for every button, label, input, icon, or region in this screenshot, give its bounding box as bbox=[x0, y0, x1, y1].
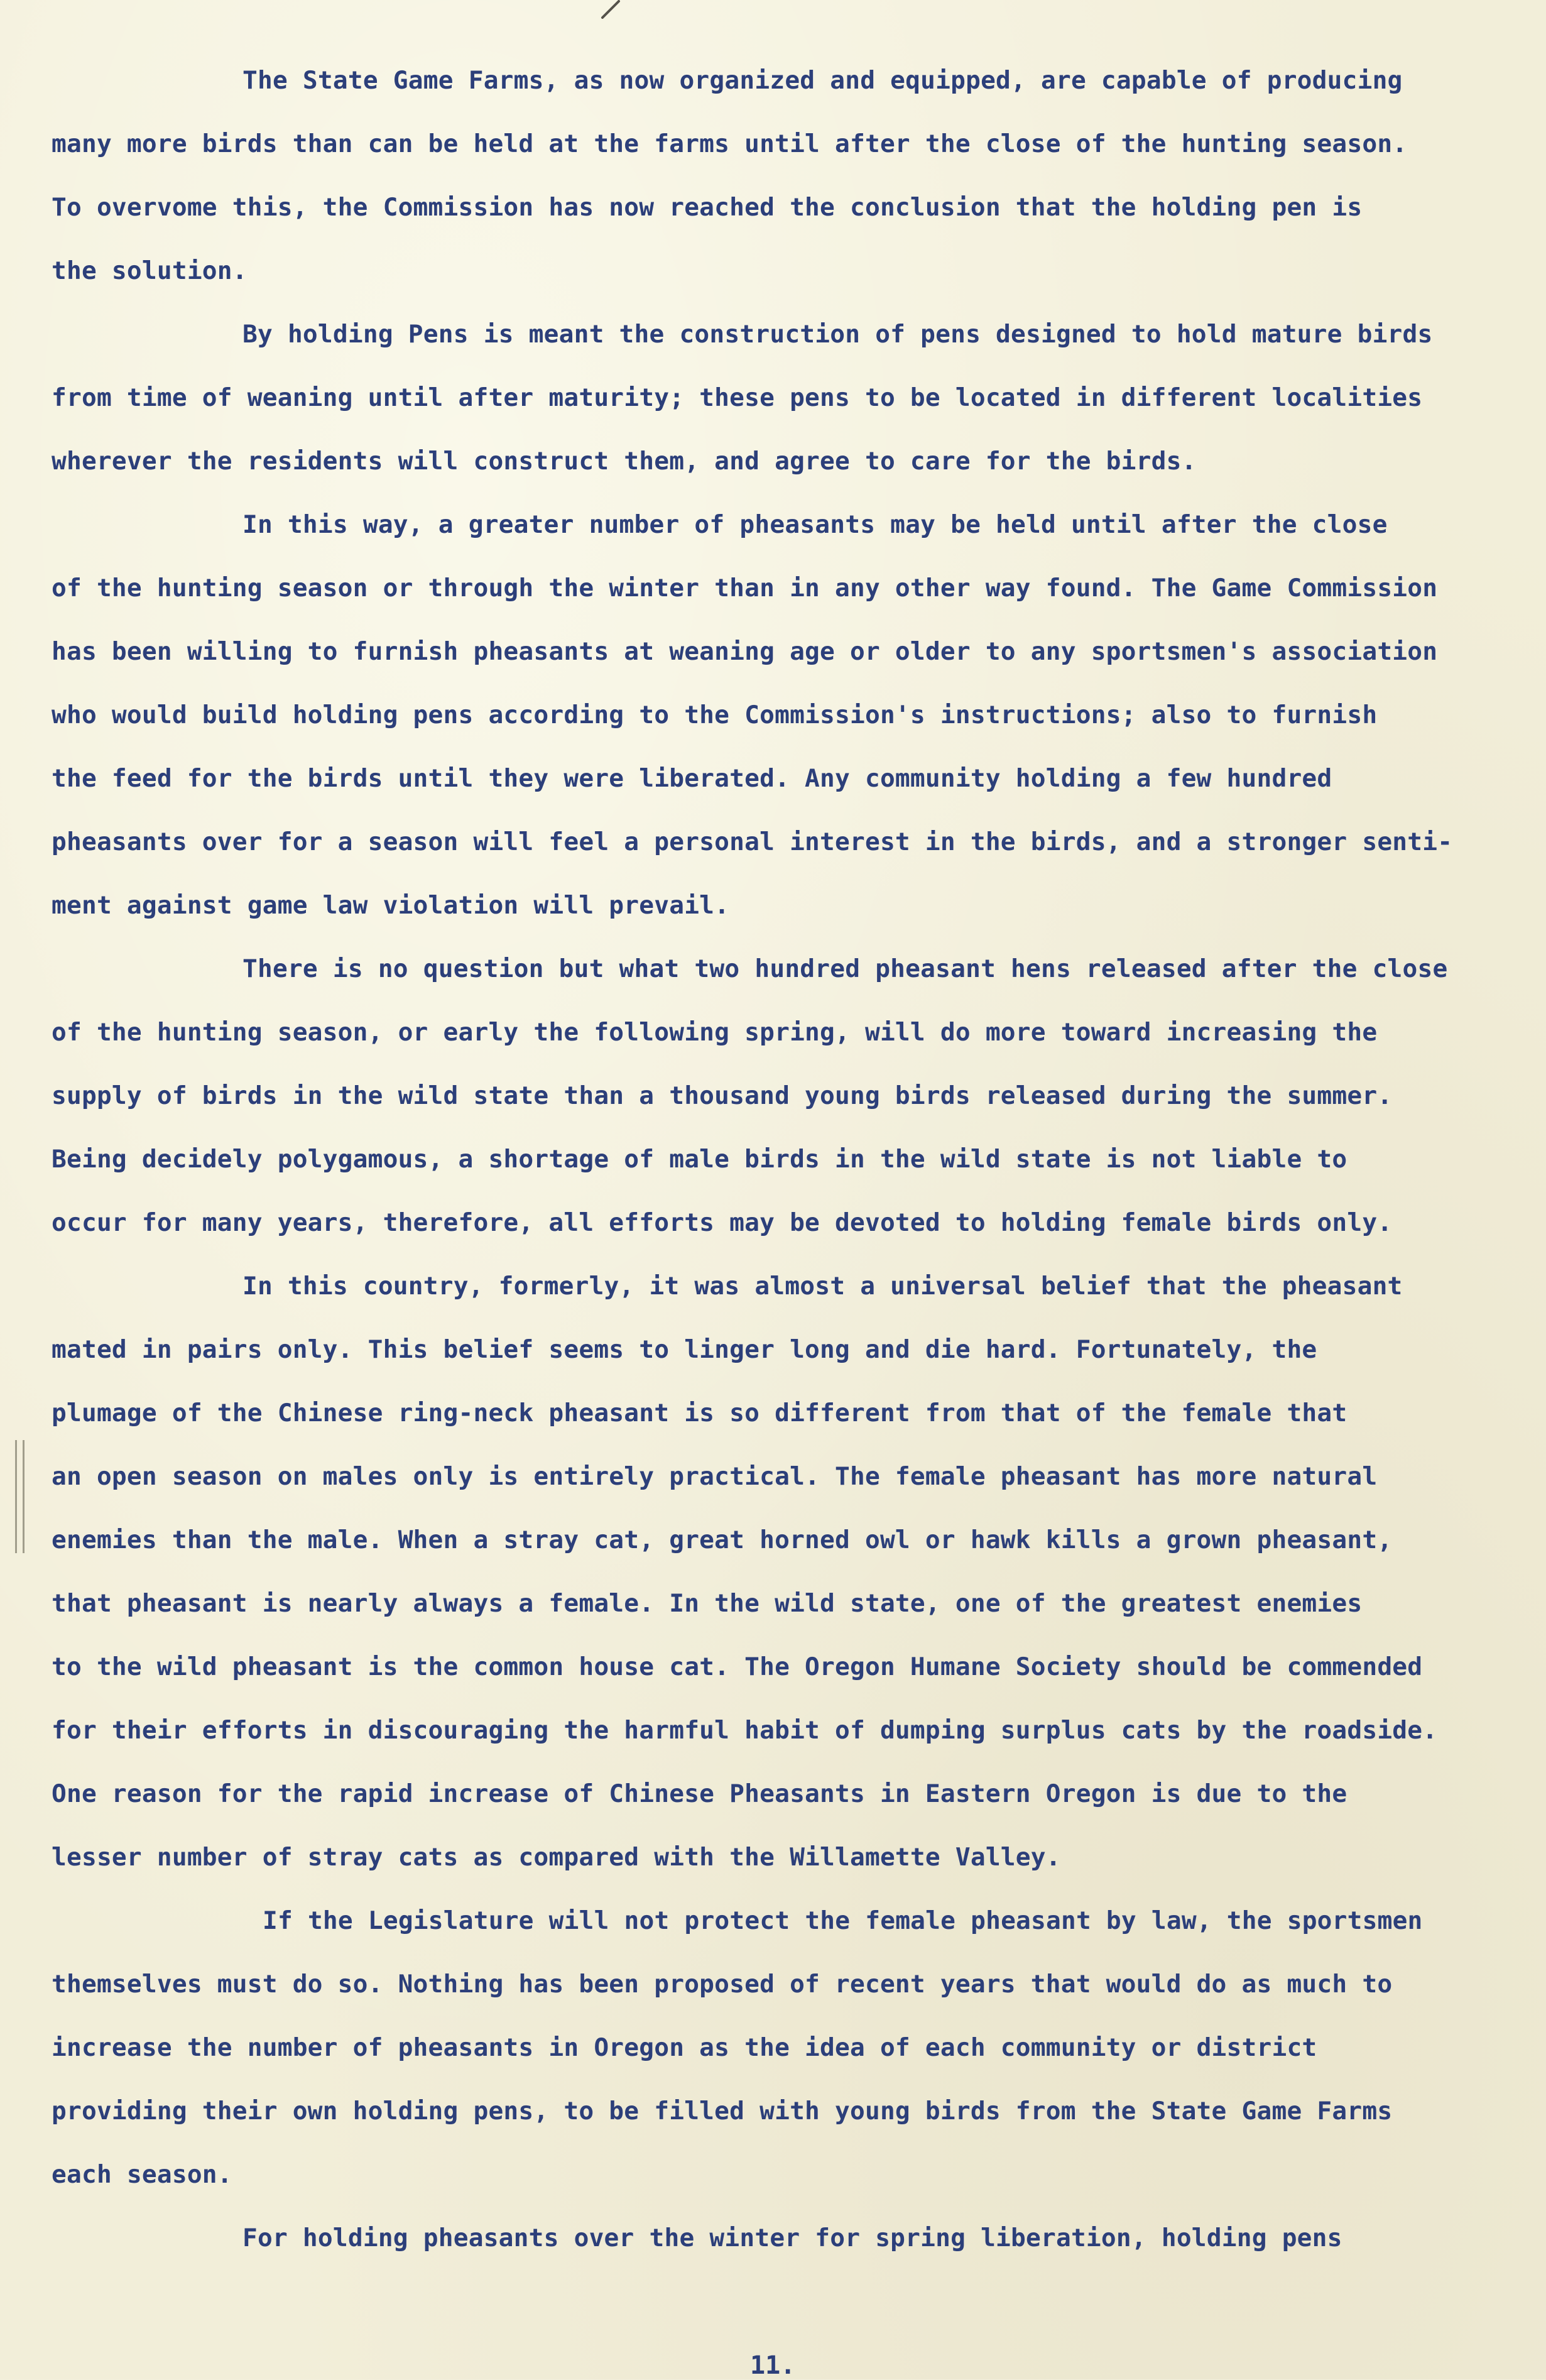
text-line: to the wild pheasant is the common house cat. The Oregon Humane Society should be commended bbox=[52, 1652, 1423, 1681]
text-line: from time of weaning until after maturity; these pens to be located in different localities bbox=[52, 383, 1423, 412]
text-line: many more birds than can be held at the farms until after the close of the hunting season. bbox=[52, 129, 1408, 158]
text-line: To overvome this, the Commission has now reached the conclusion that the holding pen is bbox=[52, 193, 1363, 222]
paragraph-5 bbox=[52, 1255, 1515, 1889]
text-line: has been willing to furnish pheasants at weaning age or older to any sportsmen's association bbox=[52, 637, 1438, 666]
text-line: providing their own holding pens, to be filled with young birds from the State Game Farms bbox=[52, 2097, 1393, 2126]
text-line: There is no question but what two hundred pheasant hens released after the close bbox=[242, 954, 1448, 983]
paragraph-6 bbox=[52, 1889, 1515, 2207]
margin-marks bbox=[14, 1440, 29, 1553]
paragraph-3 bbox=[52, 493, 1515, 937]
text-line: enemies than the male. When a stray cat, great horned owl or hawk kills a grown pheasant, bbox=[52, 1526, 1393, 1554]
page-number: 11. bbox=[750, 2351, 796, 2380]
text-line: who would build holding pens according to the Commission's instructions; also to furnish bbox=[52, 701, 1378, 729]
text-line: the solution. bbox=[52, 256, 248, 285]
paragraph-4 bbox=[52, 937, 1515, 1255]
text-line: increase the number of pheasants in Oregon as the idea of each community or district bbox=[52, 2033, 1317, 2062]
paragraph-2 bbox=[52, 303, 1515, 493]
text-line: Being decidely polygamous, a shortage of male birds in the wild state is not liable to bbox=[52, 1145, 1347, 1174]
text-line: an open season on males only is entirely practical. The female pheasant has more natural bbox=[52, 1462, 1378, 1491]
text-line: ment against game law violation will prevail. bbox=[52, 891, 730, 920]
text-line: that pheasant is nearly always a female. In the wild state, one of the greatest enemies bbox=[52, 1589, 1363, 1618]
text-line: wherever the residents will construct them, and agree to care for the birds. bbox=[52, 447, 1197, 476]
text-line: One reason for the rapid increase of Chinese Pheasants in Eastern Oregon is due to the bbox=[52, 1779, 1347, 1808]
text-line: By holding Pens is meant the construction of pens designed to hold mature birds bbox=[242, 320, 1433, 349]
text-line: each season. bbox=[52, 2160, 232, 2189]
text-line: pheasants over for a season will feel a personal interest in the birds, and a stronger senti- bbox=[52, 827, 1453, 856]
text-line: mated in pairs only. This belief seems to linger long and die hard. Fortunately, the bbox=[52, 1335, 1317, 1364]
text-line: For holding pheasants over the winter for spring liberation, holding pens bbox=[242, 2224, 1342, 2252]
text-line: In this country, formerly, it was almost a universal belief that the pheasant bbox=[242, 1272, 1403, 1301]
text-line: If the Legislature will not protect the female pheasant by law, the sportsmen bbox=[263, 1906, 1423, 1935]
text-line: the feed for the birds until they were liberated. Any community holding a few hundred bbox=[52, 764, 1332, 793]
text-line: In this way, a greater number of pheasants may be held until after the close bbox=[242, 510, 1388, 539]
text-line: The State Game Farms, as now organized and equipped, are capable of producing bbox=[242, 66, 1403, 95]
pen-mark bbox=[600, 0, 625, 19]
text-line: of the hunting season or through the winter than in any other way found. The Game Commission bbox=[52, 574, 1438, 603]
text-line: supply of birds in the wild state than a thousand young birds released during the summer. bbox=[52, 1081, 1393, 1110]
text-line: plumage of the Chinese ring-neck pheasant is so different from that of the female that bbox=[52, 1399, 1347, 1427]
typed-text-body bbox=[52, 49, 1515, 2270]
text-line: of the hunting season, or early the following spring, will do more toward increasing the bbox=[52, 1018, 1378, 1047]
text-line: occur for many years, therefore, all efforts may be devoted to holding female birds only. bbox=[52, 1208, 1393, 1237]
text-line: for their efforts in discouraging the harmful habit of dumping surplus cats by the roadside. bbox=[52, 1716, 1438, 1745]
paragraph-1 bbox=[52, 49, 1515, 303]
paragraph-7 bbox=[52, 2207, 1515, 2270]
text-line: lesser number of stray cats as compared with the Willamette Valley. bbox=[52, 1843, 1061, 1872]
text-line: themselves must do so. Nothing has been proposed of recent years that would do as much to bbox=[52, 1970, 1393, 1999]
